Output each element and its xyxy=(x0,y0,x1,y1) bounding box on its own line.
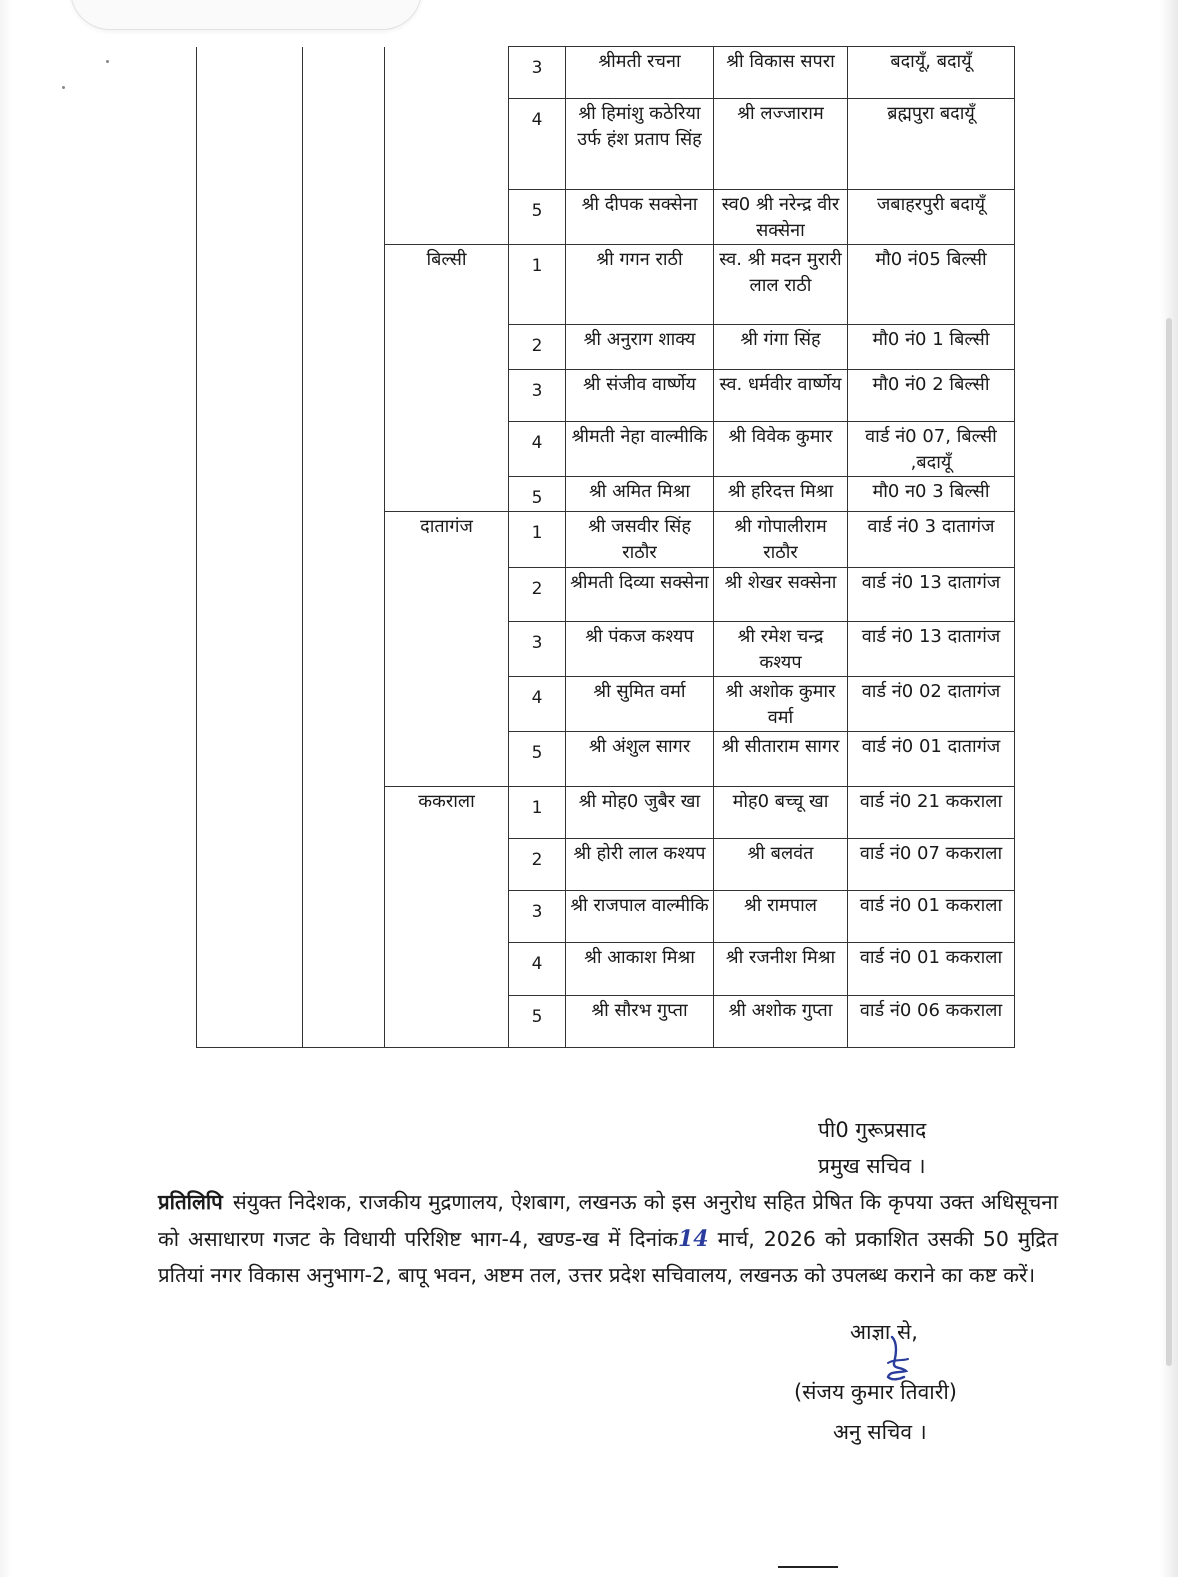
address-cell: वार्ड नं0 07 ककराला xyxy=(848,838,1015,890)
father-name-cell: श्री रमेश चन्द्र कश्यप xyxy=(714,621,848,676)
serial-number-cell: 3 xyxy=(509,621,566,676)
address-cell: वार्ड नं0 13 दातागंज xyxy=(848,567,1015,621)
father-name-cell: श्री विवेक कुमार xyxy=(714,421,848,476)
serial-number-cell: 1 xyxy=(509,786,566,838)
address-cell: जबाहरपुरी बदायूँ xyxy=(848,189,1015,244)
speck xyxy=(106,60,109,63)
members-table xyxy=(196,46,1015,1048)
address-cell: मौ0 नं05 बिल्सी xyxy=(848,244,1015,324)
member-name-cell: श्री दीपक सक्सेना xyxy=(566,189,714,244)
serial-number-cell: 2 xyxy=(509,838,566,890)
father-name-cell: श्री रामपाल xyxy=(714,891,848,943)
serial-number-cell: 4 xyxy=(509,943,566,995)
address-cell: मौ0 नं0 1 बिल्सी xyxy=(848,325,1015,369)
bottom-edge-mark xyxy=(778,1566,838,1579)
signatory-name: पी0 गुरूप्रसाद xyxy=(818,1118,927,1142)
under-secretary-name: (संजय कुमार तिवारी) xyxy=(794,1380,957,1404)
top-edge-tab xyxy=(70,0,422,30)
address-cell: वार्ड नं0 01 ककराला xyxy=(848,891,1015,943)
serial-number-cell: 4 xyxy=(509,99,566,189)
table-row xyxy=(197,47,1015,99)
member-name-cell: श्री राजपाल वाल्मीकि xyxy=(566,891,714,943)
member-name-cell: श्री संजीव वार्ष्णेय xyxy=(566,369,714,421)
father-name-cell: श्री रजनीश मिश्रा xyxy=(714,943,848,995)
copy-text-after-date: मार्च, 2026 को प्रकाशित उसकी 50 मुद्रित प्रतियां नगर विकास अनुभाग-2, बापू भवन, अष्टम तल, उत्तर प्रदेश सचिवालय, लखनऊ को उपलब्ध कराने का कष्ट करें। xyxy=(158,1226,1058,1287)
blank-col-a xyxy=(197,47,303,1048)
order-line: आज्ञा से, xyxy=(850,1320,918,1344)
speck xyxy=(62,86,65,89)
address-cell: बदायूँ, बदायूँ xyxy=(848,47,1015,99)
member-name-cell: श्री पंकज कश्यप xyxy=(566,621,714,676)
address-cell: वार्ड नं0 07, बिल्सी ,बदायूँ xyxy=(848,421,1015,476)
under-secretary-designation: अनु सचिव । xyxy=(833,1420,927,1444)
serial-number-cell: 3 xyxy=(509,369,566,421)
father-name-cell: श्री गंगा सिंह xyxy=(714,325,848,369)
scrollbar[interactable] xyxy=(1166,318,1172,1366)
serial-number-cell: 4 xyxy=(509,677,566,732)
serial-number-cell: 2 xyxy=(509,325,566,369)
father-name-cell: स्व. श्री मदन मुरारी लाल राठी xyxy=(714,244,848,324)
signatory-block xyxy=(818,1112,926,1184)
copy-text-before-date: संयुक्त निदेशक, राजकीय मुद्रणालय, ऐशबाग, लखनऊ को इस अनुरोध सहित प्रेषित कि कृपया उक्त अधिसूचना को असाधारण गजट के विधायी परिशिष्ट भाग-4, खण्ड-ख में दिनांक xyxy=(158,1190,1058,1251)
address-cell: ब्रह्मपुरा बदायूँ xyxy=(848,99,1015,189)
father-name-cell: श्री अशोक कुमार वर्मा xyxy=(714,677,848,732)
member-name-cell: श्री गगन राठी xyxy=(566,244,714,324)
serial-number-cell: 3 xyxy=(509,891,566,943)
area-name-cell: ककराला xyxy=(385,786,509,1047)
member-name-cell: श्री अनुराग शाक्य xyxy=(566,325,714,369)
member-name-cell: श्रीमती रचना xyxy=(566,47,714,99)
member-name-cell: श्रीमती दिव्या सक्सेना xyxy=(566,567,714,621)
father-name-cell: स्व0 श्री नरेन्द्र वीर सक्सेना xyxy=(714,189,848,244)
father-name-cell: श्री अशोक गुप्ता xyxy=(714,995,848,1047)
member-name-cell: श्रीमती नेहा वाल्मीकि xyxy=(566,421,714,476)
area-name-cell: बिल्सी xyxy=(385,244,509,511)
member-name-cell: श्री सुमित वर्मा xyxy=(566,677,714,732)
address-cell: वार्ड नं0 01 ककराला xyxy=(848,943,1015,995)
father-name-cell: मोह0 बच्चू खा xyxy=(714,786,848,838)
address-cell: मौ0 न0 3 बिल्सी xyxy=(848,477,1015,512)
father-name-cell: श्री सीताराम सागर xyxy=(714,732,848,786)
address-cell: वार्ड नं0 06 ककराला xyxy=(848,995,1015,1047)
father-name-cell: श्री लज्जाराम xyxy=(714,99,848,189)
serial-number-cell: 4 xyxy=(509,421,566,476)
serial-number-cell: 1 xyxy=(509,244,566,324)
father-name-cell: श्री विकास सपरा xyxy=(714,47,848,99)
member-name-cell: श्री सौरभ गुप्ता xyxy=(566,995,714,1047)
address-cell: वार्ड नं0 3 दातागंज xyxy=(848,512,1015,567)
member-name-cell: श्री अंशुल सागर xyxy=(566,732,714,786)
father-name-cell: श्री गोपालीराम राठौर xyxy=(714,512,848,567)
member-name-cell: श्री अमित मिश्रा xyxy=(566,477,714,512)
serial-number-cell: 5 xyxy=(509,477,566,512)
father-name-cell: श्री बलवंत xyxy=(714,838,848,890)
serial-number-cell: 1 xyxy=(509,512,566,567)
member-name-cell: श्री हिमांशु कठेरिया उर्फ हंश प्रताप सिंह xyxy=(566,99,714,189)
area-name-cell xyxy=(385,47,509,245)
father-name-cell: श्री हरिदत्त मिश्रा xyxy=(714,477,848,512)
serial-number-cell: 2 xyxy=(509,567,566,621)
member-name-cell: श्री आकाश मिश्रा xyxy=(566,943,714,995)
member-name-cell: श्री जसवीर सिंह राठौर xyxy=(566,512,714,567)
member-name-cell: श्री मोह0 जुबैर खा xyxy=(566,786,714,838)
address-cell: वार्ड नं0 02 दातागंज xyxy=(848,677,1015,732)
signatory-designation: प्रमुख सचिव । xyxy=(818,1154,926,1178)
address-cell: वार्ड नं0 21 ककराला xyxy=(848,786,1015,838)
copy-paragraph xyxy=(158,1184,1058,1294)
father-name-cell: स्व. धर्मवीर वार्ष्णेय xyxy=(714,369,848,421)
copy-lead: प्रतिलिपि xyxy=(158,1190,223,1214)
handwritten-date: 14 xyxy=(678,1225,709,1252)
address-cell: वार्ड नं0 13 दातागंज xyxy=(848,621,1015,676)
serial-number-cell: 5 xyxy=(509,732,566,786)
blank-col-b xyxy=(303,47,385,1048)
member-name-cell: श्री होरी लाल कश्यप xyxy=(566,838,714,890)
serial-number-cell: 5 xyxy=(509,189,566,244)
area-name-cell: दातागंज xyxy=(385,512,509,786)
father-name-cell: श्री शेखर सक्सेना xyxy=(714,567,848,621)
address-cell: वार्ड नं0 01 दातागंज xyxy=(848,732,1015,786)
serial-number-cell: 5 xyxy=(509,995,566,1047)
address-cell: मौ0 नं0 2 बिल्सी xyxy=(848,369,1015,421)
serial-number-cell: 3 xyxy=(509,47,566,99)
